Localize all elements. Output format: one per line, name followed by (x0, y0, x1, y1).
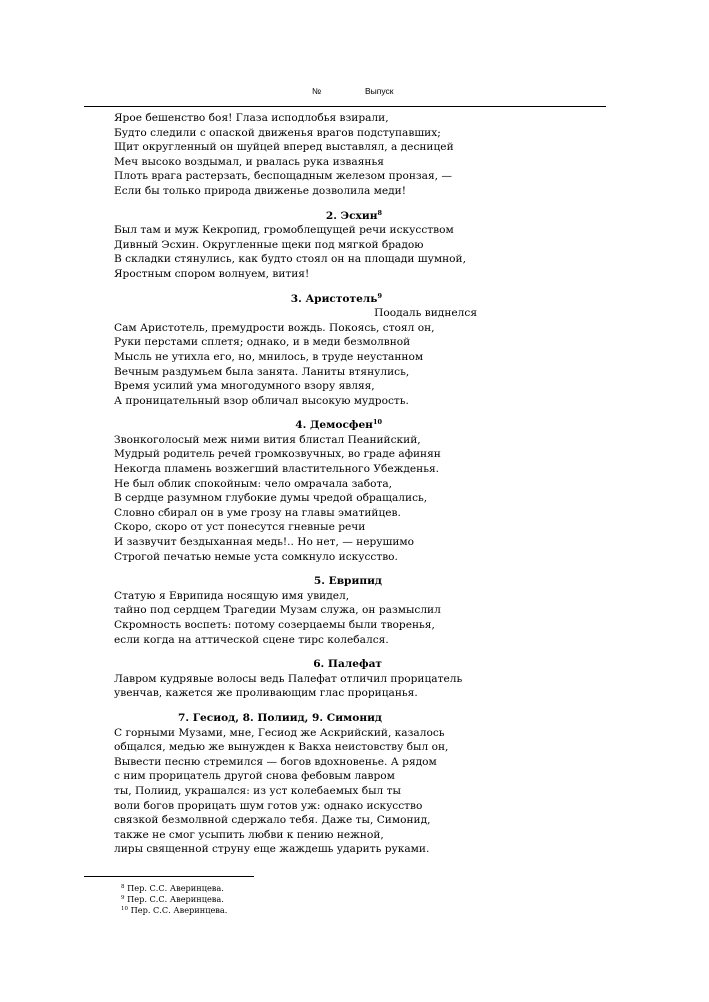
verse-line: лиры священной струну еще жаждешь ударить руками. (114, 843, 430, 856)
verse-line-indented: Поодаль виднелся (374, 307, 477, 320)
verse-line: В складки стянулись, как будто стоял он на площади шумной, (114, 253, 466, 266)
section-heading (114, 209, 382, 224)
verse-line: с ним прорицатель другой снова фебовым лавром (114, 770, 395, 783)
verse-line: Статую я Еврипида носящую имя увидел, (114, 589, 350, 602)
verse-line: Строгой печатью немые уста сомкнуло искусство. (114, 550, 398, 563)
section-heading (114, 711, 382, 726)
verse-line: Сам Аристотель, премудрости вождь. Покоясь, стоял он, (114, 321, 435, 334)
header-number-label: № (312, 86, 322, 96)
verse-line: Вывести песню стремился — богов вдохновенье. А рядом (114, 755, 437, 768)
verse-line: Звонкоголосый меж ними вития блистал Пеанийский, (114, 433, 421, 446)
footnote-text: Пер. С.С. Аверинцева. (130, 905, 228, 916)
verse-line: общался, медью же вынужден к Вакха неистовству был он, (114, 741, 449, 754)
verse-line: Не был облик спокойным: чело омрачала забота, (114, 477, 393, 490)
verse-line: Яростным спором волнуем, вития! (114, 267, 310, 280)
verse-line: Скоро, скоро от уст понесутся гневные речи (114, 521, 366, 534)
footnote-divider (84, 876, 254, 877)
verse-line: Щит округленный он шуйцей вперед выставлял, а десницей (114, 141, 454, 154)
footnote-ref[interactable]: 8 (377, 208, 382, 217)
verse-line: И зазвучит бездыханная медь!.. Но нет, — нерушимо (114, 536, 415, 549)
section-title: 6. Палефат (313, 658, 382, 671)
section-heading (114, 657, 382, 672)
section-title: 4. Демосфен (295, 419, 373, 432)
poem-section-palaephatus (114, 657, 494, 701)
verse-line: Если бы только природа движенье дозволила меди! (114, 184, 406, 197)
verse-line: также не смог усыпить любви к пению нежной, (114, 828, 384, 841)
section-title: 7. Гесиод, 8. Полиид, 9. Симонид (177, 711, 382, 724)
footnote-mark: 8 (121, 884, 125, 890)
section-heading (114, 292, 382, 307)
verse-line: Плоть врага растерзать, беспощадным железом пронзая, — (114, 170, 453, 183)
footnote-item (121, 894, 227, 905)
verse-line: Был там и муж Кекропид, громоблещущей речи искусством (114, 224, 454, 237)
verse-line: Ярое бешенство боя! Глаза исподлобья взирали, (114, 112, 389, 124)
section-title: 3. Аристотель (290, 292, 378, 305)
verse-line: Мудрый родитель речей громкозвучных, во граде афинян (114, 448, 441, 461)
section-title: 2. Эсхин (325, 209, 378, 222)
verse-line: увенчав, кажется же проливающим глас прорицанья. (114, 687, 418, 700)
header-divider (84, 106, 606, 107)
verse-line: если когда на аттической сцене тирс колебался. (114, 633, 389, 646)
verse-line: В сердце разумном глубокие думы чредой обращались, (114, 492, 428, 505)
verse-line: Скромность воспеть: потому созерцаемы были творенья, (114, 619, 435, 631)
footnote-mark: 9 (121, 895, 125, 902)
footnote-text: Пер. С.С. Аверинцева. (127, 883, 224, 893)
verse-line: Лавром кудрявые волосы ведь Палефат отличил прорицатель (114, 672, 463, 685)
footnote-ref[interactable]: 9 (377, 291, 382, 300)
footnote-ref[interactable]: 10 (372, 418, 382, 427)
poem-section-aeschines (114, 209, 494, 282)
verse-line: тайно под сердцем Трагедии Музам служа, он размыслил (114, 604, 441, 617)
section-heading (114, 418, 382, 433)
running-header (0, 86, 709, 100)
poem-section-euripides (114, 574, 494, 647)
verse-line: Вечным раздумьем была занята. Ланиты втянулись, (114, 365, 410, 378)
poem-section-hesiod-polyidus-simonides (114, 711, 494, 857)
section-title: 5. Еврипид (313, 575, 382, 588)
verse-line: Словно сбирал он в уме грозу на главы эматийцев. (114, 506, 401, 519)
verse-line: Меч высоко воздымал, и рвалась рука изваянья (114, 155, 384, 168)
verse-line: воли богов прорицать шум готов уж: однако искусство (114, 799, 423, 812)
poem-section-continuation (114, 111, 494, 199)
section-heading (114, 574, 382, 589)
footnote-item (121, 905, 227, 916)
verse-line: Будто следили с опаской движенья врагов подступавших; (114, 126, 441, 139)
verse-line: Дивный Эсхин. Округленные щеки под мягкой брадою (114, 238, 424, 251)
footnote-item (121, 883, 227, 894)
header-issue-label: Выпуск (365, 86, 394, 96)
verse-line: С горными Музами, мне, Гесиод же Аскрийский, казалось (114, 726, 445, 739)
poem-body (114, 111, 494, 857)
footnote-text: Пер. С.С. Аверинцева. (127, 894, 224, 905)
verse-line: Время усилий ума многодумного взору являя, (114, 380, 375, 393)
verse-line: Некогда пламень возжегший властительного Убежденья. (114, 463, 440, 476)
footnote-mark: 10 (121, 906, 128, 913)
poem-section-aristotle (114, 292, 494, 409)
verse-line: Мысль не утихла его, но, мнилось, в труде неустанном (114, 350, 424, 363)
poem-section-demosthenes (114, 418, 494, 564)
verse-line: Руки перстами сплетя; однако, и в меди безмолвной (114, 336, 411, 349)
verse-line: А проницательный взор обличал высокую мудрость. (114, 394, 409, 407)
verse-line: ты, Полиид, украшался: из уст колебаемых был ты (114, 784, 401, 797)
footnotes (121, 883, 227, 917)
verse-line: связкой безмолвной сдержало тебя. Даже ты, Симонид, (114, 814, 431, 827)
